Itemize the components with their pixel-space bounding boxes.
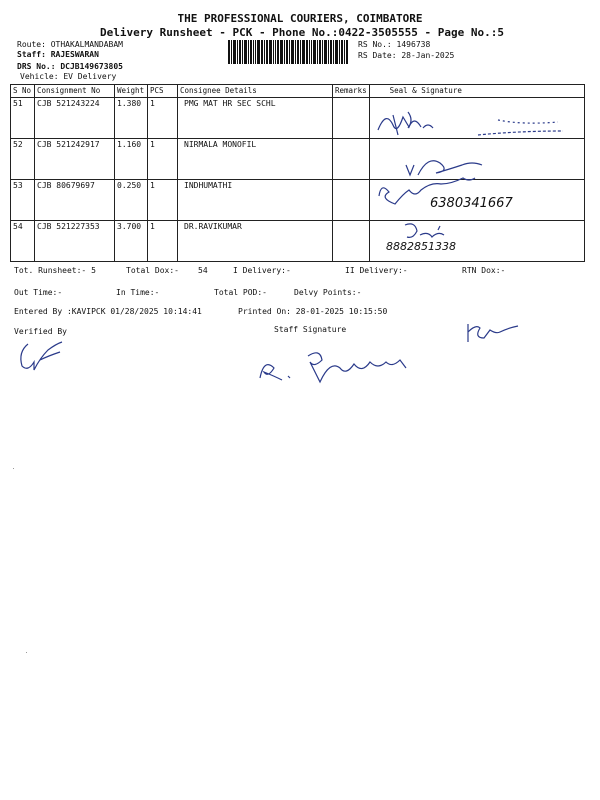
cell-consignment: CJB 521242917 <box>35 139 115 180</box>
table-header-row <box>11 85 585 98</box>
cell-consignment: CJB 80679697 <box>35 180 115 221</box>
runsheet-subtitle: Delivery Runsheet - PCK - Phone No.:0422-3505555 - Page No.:5 <box>100 26 504 39</box>
col-header-consignment: Consignment No <box>35 85 115 98</box>
col-header-sno: S No <box>11 85 35 98</box>
table-row <box>11 221 585 262</box>
vehicle-line: Vehicle: EV Delivery <box>20 72 117 81</box>
drs-value: DCJB149673805 <box>60 62 123 71</box>
cell-consignee: NIRMALA MONOFIL <box>178 139 333 180</box>
cell-weight: 0.250 <box>115 180 148 221</box>
company-title: THE PROFESSIONAL COURIERS, COIMBATORE <box>177 12 423 25</box>
cell-sno: 51 <box>11 98 35 139</box>
cell-weight: 1.380 <box>115 98 148 139</box>
rs-no-line: RS No.: 1496738 <box>358 40 431 49</box>
route-value: OTHAKALMANDABAM <box>50 40 123 49</box>
entered-by: Entered By :KAVIPCK 01/28/2025 10:14:41 <box>14 307 202 316</box>
total-dox-label: Total Dox:- <box>126 266 179 275</box>
cell-consignee: DR.RAVIKUMAR <box>178 221 333 262</box>
staff-line: Staff: RAJESWARAN <box>17 50 99 59</box>
cell-weight: 3.700 <box>115 221 148 262</box>
cell-pcs: 1 <box>148 139 178 180</box>
route-line: Route: OTHAKALMANDABAM <box>17 40 123 49</box>
out-time: Out Time:- <box>14 288 63 297</box>
ii-delivery: II Delivery:- <box>345 266 408 275</box>
col-header-weight: Weight <box>115 85 148 98</box>
initials-signature <box>462 320 522 346</box>
cell-sno: 54 <box>11 221 35 262</box>
row51-signature-stamp <box>368 100 568 150</box>
col-header-consignee: Consignee Details <box>178 85 333 98</box>
vehicle-value: EV Delivery <box>63 72 117 81</box>
cell-consignee: PMG MAT HR SEC SCHL <box>178 98 333 139</box>
in-time: In Time:- <box>116 288 160 297</box>
staff-value: RAJESWARAN <box>50 50 99 59</box>
rs-date-line: RS Date: 28-Jan-2025 <box>358 51 455 60</box>
cell-pcs: 1 <box>148 221 178 262</box>
row53-handwritten-phone: 6380341667 <box>430 196 513 211</box>
cell-pcs: 1 <box>148 98 178 139</box>
printed-on: Printed On: 28-01-2025 10:15:50 <box>238 307 388 316</box>
col-header-seal-signature: Seal & Signature <box>369 85 584 98</box>
cell-remarks <box>333 221 370 262</box>
delvy-points: Delvy Points:- <box>294 288 362 297</box>
col-header-pcs: PCS <box>148 85 178 98</box>
rs-no-value: 1496738 <box>396 40 431 49</box>
rtn-dox: RTN Dox:- <box>462 266 506 275</box>
tot-runsheet: Tot. Runsheet:- 5 <box>14 266 96 275</box>
cell-remarks <box>333 180 370 221</box>
i-delivery: I Delivery:- <box>233 266 291 275</box>
cell-sno: 52 <box>11 139 35 180</box>
cell-remarks <box>333 139 370 180</box>
barcode-image <box>228 40 348 64</box>
cell-consignment: CJB 521227353 <box>35 221 115 262</box>
cell-consignee: INDHUMATHI <box>178 180 333 221</box>
cell-sno: 53 <box>11 180 35 221</box>
rs-date-value: 28-Jan-2025 <box>401 51 455 60</box>
cell-remarks <box>333 98 370 139</box>
cell-pcs: 1 <box>148 180 178 221</box>
row54-handwritten-phone: 8882851338 <box>386 240 456 253</box>
staff-signature-label: Staff Signature <box>274 325 347 334</box>
verifier-signature <box>16 338 66 376</box>
staff-signature <box>252 348 422 386</box>
col-header-remarks: Remarks <box>333 85 370 98</box>
total-dox-value: 54 <box>198 266 208 275</box>
total-pod: Total POD:- <box>214 288 267 297</box>
drs-line: DRS No.: DCJB149673805 <box>17 62 123 71</box>
verified-by-label: Verified By <box>14 327 67 336</box>
cell-consignment: CJB 521243224 <box>35 98 115 139</box>
cell-weight: 1.160 <box>115 139 148 180</box>
